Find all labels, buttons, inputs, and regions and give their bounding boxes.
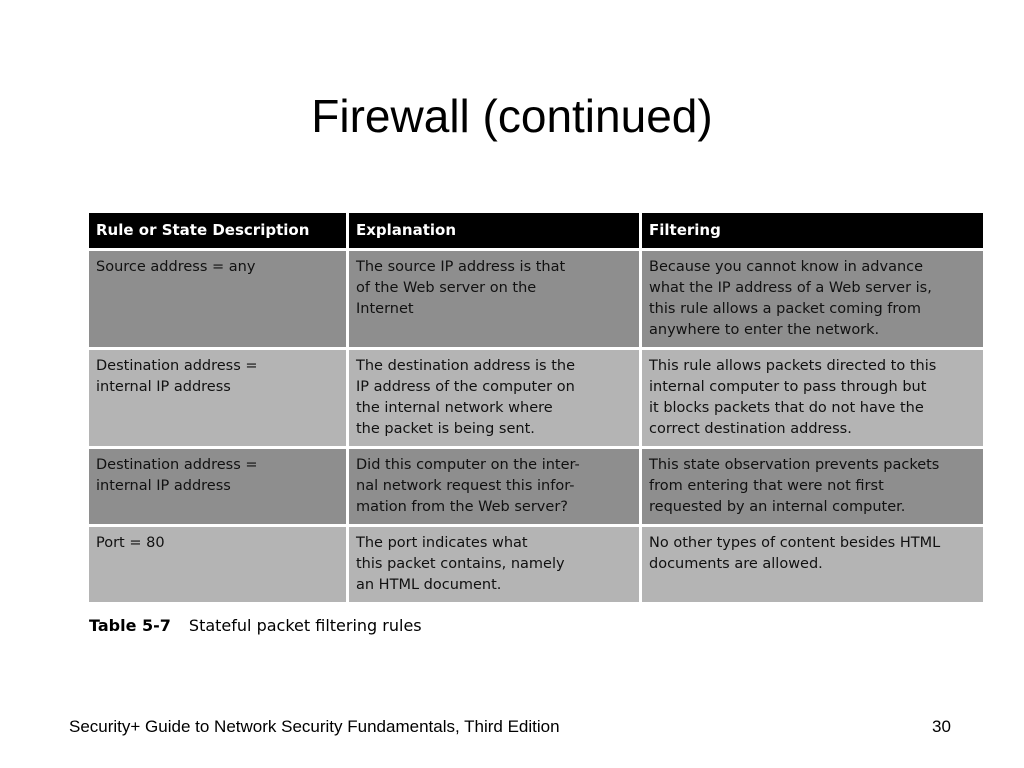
cell-line: The source IP address is that — [356, 259, 566, 275]
slide-title: Firewall (continued) — [311, 90, 713, 142]
footer-text: Security+ Guide to Network Security Fundamentals, Third Edition — [69, 717, 560, 736]
cell-description — [89, 449, 349, 527]
table-header-row — [89, 213, 983, 251]
column-header-description: Rule or State Description — [89, 213, 349, 251]
cell-filtering — [642, 251, 983, 350]
cell-line: Destination address = — [96, 358, 258, 374]
cell-line: requested by an internal computer. — [649, 499, 906, 515]
table-row — [89, 527, 983, 602]
cell-explanation — [349, 350, 642, 449]
cell-line: IP address of the computer on — [356, 379, 575, 395]
cell-line: Internet — [356, 301, 414, 317]
cell-explanation — [349, 527, 642, 602]
stateful-rules-table — [89, 213, 983, 602]
cell-explanation — [349, 251, 642, 350]
column-header-filtering: Filtering — [642, 213, 983, 251]
page-number: 30 — [932, 717, 951, 736]
cell-explanation — [349, 449, 642, 527]
cell-description — [89, 350, 349, 449]
cell-line: of the Web server on the — [356, 280, 537, 296]
cell-line: correct destination address. — [649, 421, 852, 437]
cell-line: from entering that were not first — [649, 478, 884, 494]
cell-line: The port indicates what — [356, 535, 528, 551]
caption-label: Table 5-7 — [89, 616, 171, 635]
cell-line: anywhere to enter the network. — [649, 322, 880, 338]
cell-filtering — [642, 350, 983, 449]
cell-line: documents are allowed. — [649, 556, 823, 572]
cell-line: internal computer to pass through but — [649, 379, 927, 395]
cell-line: Destination address = — [96, 457, 258, 473]
cell-line: Port = 80 — [96, 535, 165, 551]
cell-line: nal network request this infor- — [356, 478, 575, 494]
cell-line: Did this computer on the inter- — [356, 457, 580, 473]
cell-description — [89, 527, 349, 602]
cell-line: No other types of content besides HTML — [649, 535, 941, 551]
cell-line: Because you cannot know in advance — [649, 259, 924, 275]
cell-description — [89, 251, 349, 350]
table-figure — [89, 213, 941, 635]
cell-line: Source address = any — [96, 259, 256, 275]
cell-line: The destination address is the — [356, 358, 575, 374]
cell-line: internal IP address — [96, 379, 231, 395]
cell-filtering — [642, 449, 983, 527]
column-header-explanation: Explanation — [349, 213, 642, 251]
cell-line: the packet is being sent. — [356, 421, 535, 437]
table-row — [89, 350, 983, 449]
cell-line: an HTML document. — [356, 577, 502, 593]
cell-line: This state observation prevents packets — [649, 457, 940, 473]
cell-line: mation from the Web server? — [356, 499, 568, 515]
table-caption — [89, 616, 935, 635]
cell-line: the internal network where — [356, 400, 553, 416]
table-row — [89, 251, 983, 350]
cell-line: this packet contains, namely — [356, 556, 565, 572]
cell-line: This rule allows packets directed to this — [649, 358, 937, 374]
table-row — [89, 449, 983, 527]
cell-line: this rule allows a packet coming from — [649, 301, 922, 317]
cell-line: what the IP address of a Web server is, — [649, 280, 932, 296]
caption-text: Stateful packet filtering rules — [188, 616, 422, 635]
cell-filtering — [642, 527, 983, 602]
cell-line: it blocks packets that do not have the — [649, 400, 924, 416]
cell-line: internal IP address — [96, 478, 231, 494]
